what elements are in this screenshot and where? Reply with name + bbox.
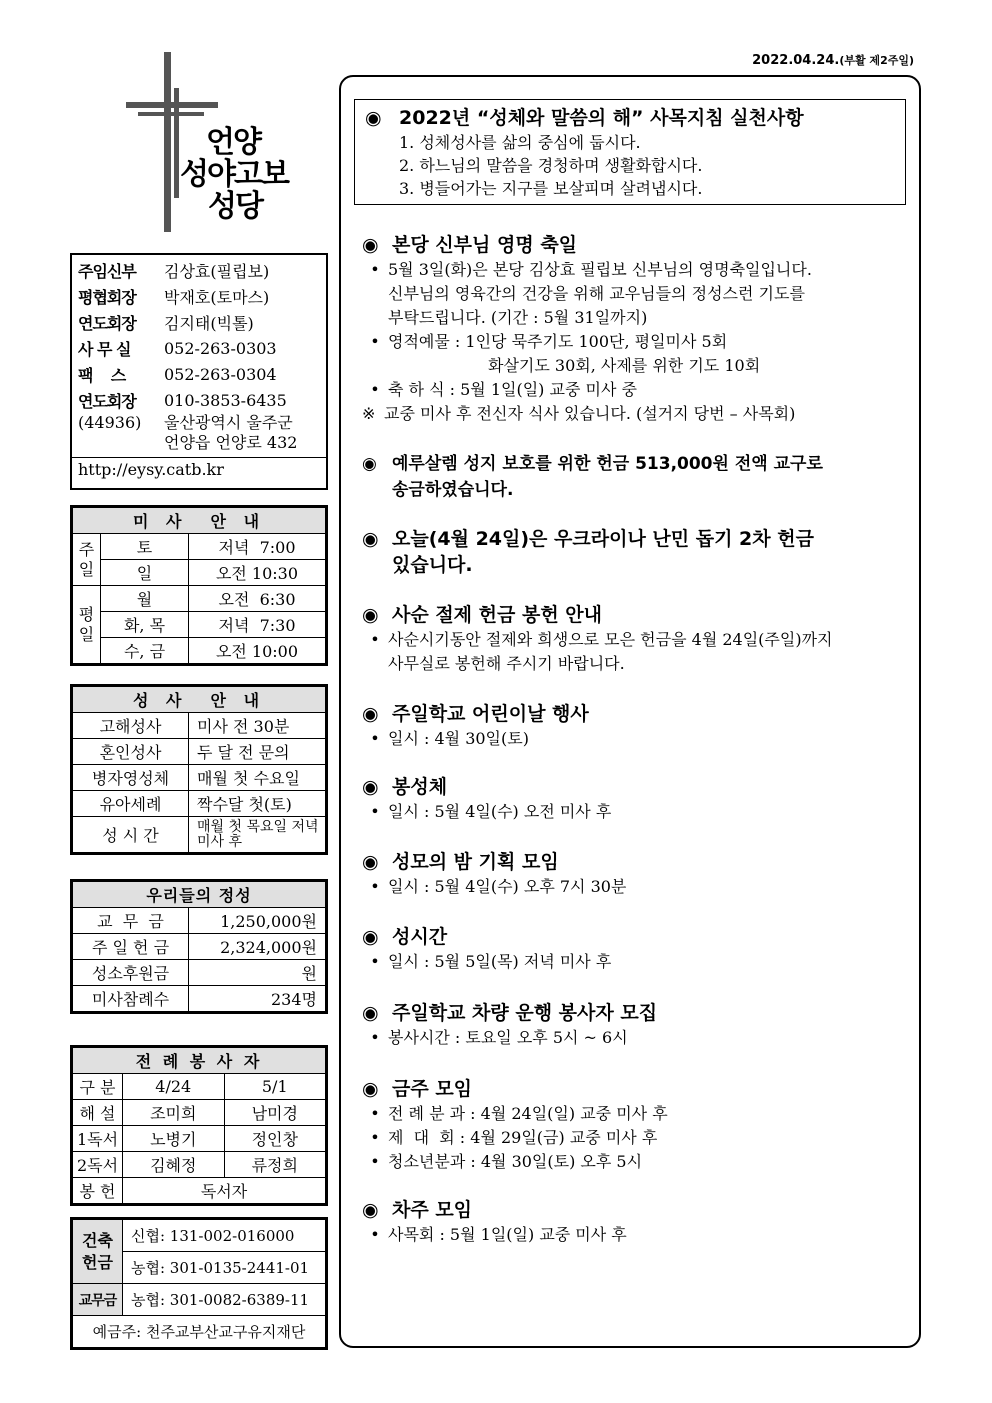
sacrament-name: 성 시 간 xyxy=(73,817,189,853)
offerings-table xyxy=(70,879,328,1014)
section-eucharist xyxy=(362,774,917,824)
section-lent-offering xyxy=(362,602,917,676)
sacrament-name: 유아세례 xyxy=(73,791,189,817)
server-name: 정인창 xyxy=(224,1126,326,1152)
website-link[interactable]: http://eysy.catb.kr xyxy=(72,457,326,481)
section-line: 5월 3일(화)은 본당 김상효 필립보 신부님의 영명축일입니다. xyxy=(388,260,812,279)
mass-time: 저녁 7:00 xyxy=(189,534,326,560)
dues-label: 교무금 xyxy=(73,1284,123,1316)
section-line: 화살기도 30회, 사제를 위한 기도 10회 xyxy=(488,356,761,375)
info-label: 팩 스 xyxy=(78,365,126,385)
bullet-icon: • xyxy=(370,1028,380,1047)
info-value: 010-3853-6435 xyxy=(164,390,287,410)
offering-value: 234명 xyxy=(189,986,326,1012)
mass-time: 오전 6:30 xyxy=(189,586,326,612)
section-title: 차주 모임 xyxy=(392,1199,473,1221)
section-line: 사순시기동안 절제와 희생으로 모은 헌금을 4월 24일(주일)까지 xyxy=(388,630,833,649)
section-line: 일시 : 5월 4일(수) 오전 미사 후 xyxy=(388,802,612,821)
mass-time: 저녁 7:30 xyxy=(189,612,326,638)
address-line-1: 울산광역시 울주군 xyxy=(164,413,293,432)
sacrament-value: 매월 첫 목요일 저녁미사 후 xyxy=(189,817,326,853)
mass-day: 일 xyxy=(101,560,189,586)
servers-table xyxy=(70,1045,328,1206)
server-role: 해 설 xyxy=(73,1100,123,1126)
section-line: 부탁드립니다. (기간 : 5월 31일까지) xyxy=(388,308,648,327)
section-title: 봉성체 xyxy=(392,776,448,798)
account-number: 신협: 131-002-016000 xyxy=(123,1220,326,1252)
mass-day: 화, 목 xyxy=(101,612,189,638)
info-value: 052-263-0304 xyxy=(164,364,277,384)
mass-time: 오전 10:30 xyxy=(189,560,326,586)
bullet-icon: • xyxy=(370,630,380,649)
section-line: 사목회 : 5월 1일(일) 교중 미사 후 xyxy=(388,1225,627,1244)
bullet-icon: • xyxy=(370,1104,380,1123)
server-role: 봉 헌 xyxy=(73,1178,123,1204)
server-name: 남미경 xyxy=(224,1100,326,1126)
info-label: 주임신부 xyxy=(78,261,136,281)
info-label: 평협회장 xyxy=(78,287,136,307)
address-line-2: 언양읍 언양로 432 xyxy=(164,433,298,452)
cross-beam xyxy=(126,102,218,108)
bullet-icon: • xyxy=(370,1128,380,1147)
section-marker-icon: ◉ xyxy=(362,234,379,256)
section-childrens-day xyxy=(362,701,917,751)
section-line: 신부님의 영육간의 건강을 위해 교우님들의 정성스런 기도를 xyxy=(388,284,805,303)
section-marker-icon: ◉ xyxy=(362,1199,379,1221)
server-role: 2독서 xyxy=(73,1152,123,1178)
weekday-label: 평일 xyxy=(73,586,101,664)
sacrament-value: 미사 전 30분 xyxy=(189,713,326,739)
section-ukraine xyxy=(362,526,917,578)
section-marker-icon: ◉ xyxy=(365,107,382,129)
info-label: 연도회장 xyxy=(78,391,136,411)
section-marker-icon: ◉ xyxy=(362,604,379,626)
bullet-icon: • xyxy=(370,952,380,971)
servers-title: 전 례 봉 사 자 xyxy=(73,1048,326,1074)
server-name: 노병기 xyxy=(123,1126,225,1152)
section-line: 전 례 분 과 : 4월 24일(일) 교중 미사 후 xyxy=(388,1104,668,1123)
server-name: 독서자 xyxy=(123,1178,326,1204)
mass-title: 미 사 안 내 xyxy=(73,508,326,534)
building-fund-label: 건축헌금 xyxy=(73,1220,123,1284)
mass-day: 수, 금 xyxy=(101,638,189,664)
account-holder: 예금주: 천주교부산교구유지재단 xyxy=(73,1316,326,1348)
info-value: 김지태(빅톨) xyxy=(164,313,254,333)
logo-line-3: 성당 xyxy=(208,189,262,224)
cross-icon xyxy=(164,52,171,232)
offerings-title: 우리들의 정성 xyxy=(73,882,326,908)
info-label: 사 무 실 xyxy=(78,339,131,359)
bullet-icon: • xyxy=(370,332,380,351)
note-icon: ※ xyxy=(362,404,376,423)
servers-header-date: 5/1 xyxy=(224,1074,326,1100)
offering-value: 2,324,000원 xyxy=(189,934,326,960)
section-title-cont: 있습니다. xyxy=(392,554,473,576)
offering-name: 성소후원금 xyxy=(73,960,189,986)
account-number: 농협: 301-0135-2441-01 xyxy=(123,1252,326,1284)
section-this-week xyxy=(362,1076,917,1174)
church-logo xyxy=(122,52,312,242)
offering-value: 원 xyxy=(189,960,326,986)
mass-day: 토 xyxy=(101,534,189,560)
mass-day: 월 xyxy=(101,586,189,612)
info-value: 052-263-0303 xyxy=(164,338,277,358)
server-role: 1독서 xyxy=(73,1126,123,1152)
date-text: 2022.04.24. xyxy=(752,53,840,68)
sunday-label: 주일 xyxy=(73,534,101,586)
offering-value: 1,250,000원 xyxy=(189,908,326,934)
section-holy-hour xyxy=(362,924,917,974)
sacrament-value: 매월 첫 수요일 xyxy=(189,765,326,791)
section-title: 성시간 xyxy=(392,926,448,948)
section-marker-icon: ◉ xyxy=(362,703,379,725)
sacrament-value: 두 달 전 문의 xyxy=(189,739,326,765)
section-line: 일시 : 5월 5일(목) 저녁 미사 후 xyxy=(388,952,612,971)
bullet-icon: • xyxy=(370,802,380,821)
sacrament-name: 병자영성체 xyxy=(73,765,189,791)
offering-name: 미사참례수 xyxy=(73,986,189,1012)
sacrament-value: 짝수달 첫(토) xyxy=(189,791,326,817)
section-marker-icon: ◉ xyxy=(362,528,379,550)
bullet-icon: • xyxy=(370,1152,380,1171)
section-line: 봉사시간 : 토요일 오후 5시 ~ 6시 xyxy=(388,1028,628,1047)
section-title: 오늘(4월 24일)은 우크라이나 난민 돕기 2차 헌금 xyxy=(392,528,814,550)
postal-code: (44936) xyxy=(78,413,142,432)
logo-line-1: 언양 xyxy=(206,125,260,160)
section-volunteer xyxy=(362,1000,917,1050)
section-marker-icon: ◉ xyxy=(362,926,379,948)
section-line: 영적예물 : 1인당 묵주기도 100단, 평일미사 5회 xyxy=(388,332,728,351)
section-line: 사무실로 봉헌해 주시기 바랍니다. xyxy=(388,654,625,673)
servers-header-date: 4/24 xyxy=(123,1074,225,1100)
sacrament-name: 고해성사 xyxy=(73,713,189,739)
goals-title: 2022년 “성체와 말씀의 해” 사목지침 실천사항 xyxy=(399,107,804,129)
info-value: 김상효(필립보) xyxy=(164,261,270,281)
goal-item: 1. 성체성사를 삶의 중심에 둡시다. xyxy=(399,133,641,152)
section-line: 축 하 식 : 5월 1일(일) 교중 미사 중 xyxy=(388,380,637,399)
bulletin-date xyxy=(752,52,914,68)
section-jerusalem xyxy=(362,451,917,503)
info-value: 박재호(토마스) xyxy=(164,287,270,307)
offering-name: 주 일 헌 금 xyxy=(73,934,189,960)
sacraments-schedule xyxy=(70,684,328,855)
section-line: 일시 : 4월 30일(토) xyxy=(388,729,529,748)
server-name: 류정희 xyxy=(224,1152,326,1178)
mass-schedule xyxy=(70,505,328,666)
bullet-icon: • xyxy=(370,877,380,896)
bullet-icon: • xyxy=(370,729,380,748)
section-line: 교중 미사 후 전신자 식사 있습니다. (설거지 당번 – 사목회) xyxy=(384,404,796,423)
section-marker-icon: ◉ xyxy=(362,454,377,474)
bullet-icon: • xyxy=(370,1225,380,1244)
section-next-week xyxy=(362,1197,917,1247)
bullet-icon: • xyxy=(370,260,380,279)
info-label: 연도회장 xyxy=(78,313,136,333)
logo-line-2: 성야고보 xyxy=(180,157,288,192)
section-title: 금주 모임 xyxy=(392,1078,473,1100)
bank-accounts xyxy=(70,1217,328,1350)
section-title-cont: 송금하였습니다. xyxy=(392,480,514,500)
contact-info xyxy=(70,253,328,490)
offering-name: 교 무 금 xyxy=(73,908,189,934)
section-line: 일시 : 5월 4일(수) 오후 7시 30분 xyxy=(388,877,627,896)
section-title: 주일학교 어린이날 행사 xyxy=(392,703,589,725)
section-marker-icon: ◉ xyxy=(362,1002,379,1024)
address xyxy=(78,413,320,453)
section-mary-night xyxy=(362,849,917,899)
section-line: 청소년분과 : 4월 30일(토) 오후 5시 xyxy=(388,1152,643,1171)
section-feast-day xyxy=(362,232,917,426)
section-marker-icon: ◉ xyxy=(362,851,379,873)
sacrament-name: 혼인성사 xyxy=(73,739,189,765)
section-title: 성모의 밤 기획 모임 xyxy=(392,851,559,873)
section-title: 예루살렘 성지 보호를 위한 헌금 513,000원 전액 교구로 xyxy=(392,454,823,474)
mass-time: 오전 10:00 xyxy=(189,638,326,664)
date-note: (부활 제2주일) xyxy=(839,54,914,67)
sacraments-title: 성 사 안 내 xyxy=(73,687,326,713)
goal-item: 2. 하느님의 말씀을 경청하며 생활화합시다. xyxy=(399,156,703,175)
section-title: 주일학교 차량 운행 봉사자 모집 xyxy=(392,1002,658,1024)
pastoral-goals xyxy=(354,99,906,205)
account-number: 농협: 301-0082-6389-11 xyxy=(123,1284,326,1316)
goal-item: 3. 병들어가는 지구를 보살피며 살려냅시다. xyxy=(399,179,703,198)
section-line: 제 대 회 : 4월 29일(금) 교중 미사 후 xyxy=(388,1128,658,1147)
section-marker-icon: ◉ xyxy=(362,776,379,798)
server-name: 김혜정 xyxy=(123,1152,225,1178)
section-marker-icon: ◉ xyxy=(362,1078,379,1100)
servers-header-label: 구 분 xyxy=(73,1074,123,1100)
server-name: 조미희 xyxy=(123,1100,225,1126)
section-title: 본당 신부님 영명 축일 xyxy=(392,234,578,256)
cross-inner-beam xyxy=(138,112,204,116)
section-title: 사순 절제 헌금 봉헌 안내 xyxy=(392,604,602,626)
bullet-icon: • xyxy=(370,380,380,399)
